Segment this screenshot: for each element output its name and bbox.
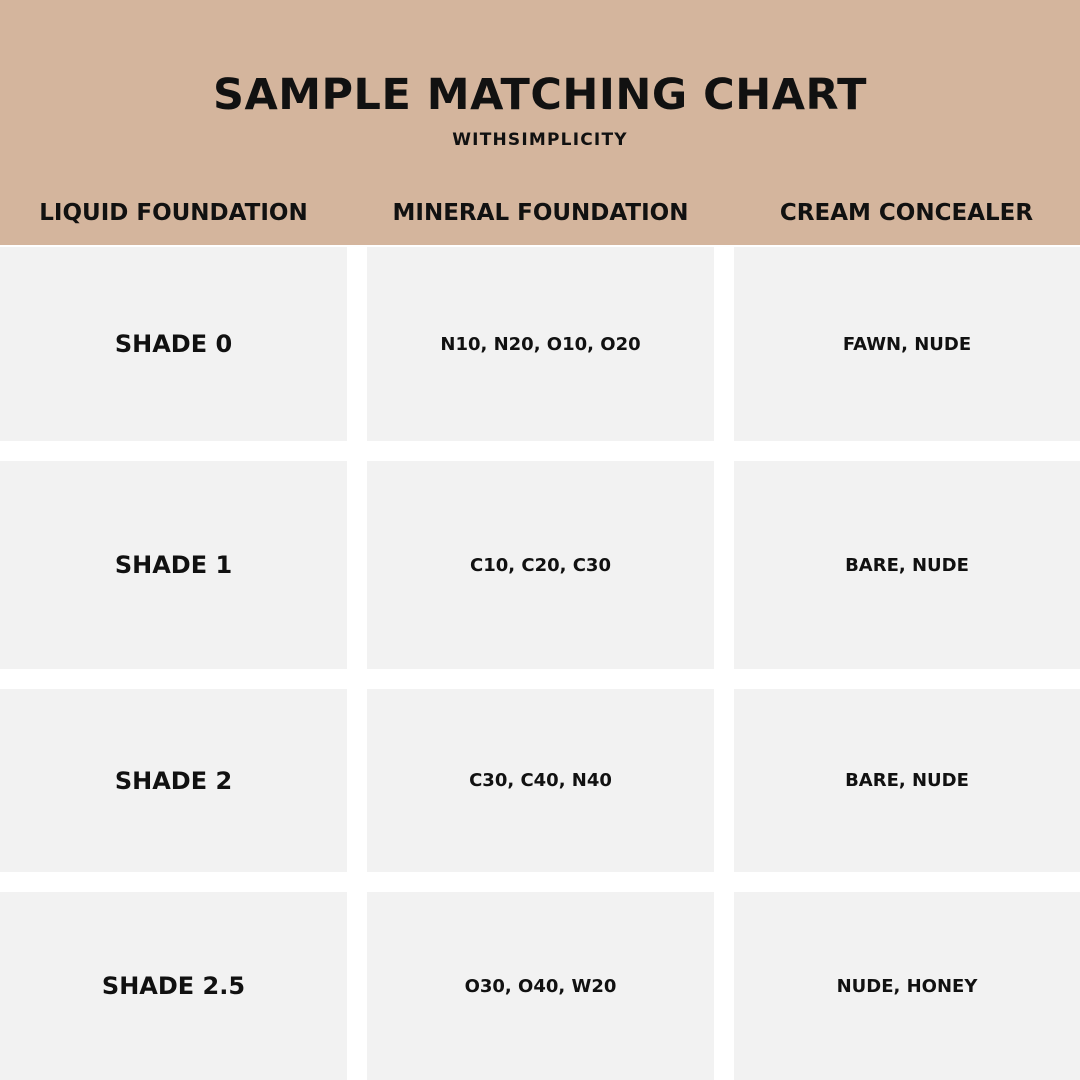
header-banner — [0, 0, 1080, 245]
table-cell-concealer: BARE, NUDE — [734, 689, 1080, 872]
table-cell-concealer: BARE, NUDE — [734, 461, 1080, 669]
page-title: SAMPLE MATCHING CHART — [213, 70, 867, 120]
table-cell-mineral: C30, C40, N40 — [367, 689, 714, 872]
brand-subtitle: WITHSIMPLICITY — [452, 130, 628, 150]
column-header-cream-concealer: CREAM CONCEALER — [779, 200, 1034, 226]
table-cell-mineral: N10, N20, O10, O20 — [367, 247, 714, 441]
table-cell-liquid: SHADE 2.5 — [0, 892, 347, 1080]
table-cell-concealer: NUDE, HONEY — [734, 892, 1080, 1080]
table-cell-mineral: C10, C20, C30 — [367, 461, 714, 669]
table-cell-concealer: FAWN, NUDE — [734, 247, 1080, 441]
table-cell-mineral: O30, O40, W20 — [367, 892, 714, 1080]
table-cell-liquid: SHADE 0 — [0, 247, 347, 441]
column-header-liquid-foundation: LIQUID FOUNDATION — [39, 200, 308, 226]
table-cell-liquid: SHADE 2 — [0, 689, 347, 872]
column-header-mineral-foundation: MINERAL FOUNDATION — [392, 200, 689, 226]
table-cell-liquid: SHADE 1 — [0, 461, 347, 669]
